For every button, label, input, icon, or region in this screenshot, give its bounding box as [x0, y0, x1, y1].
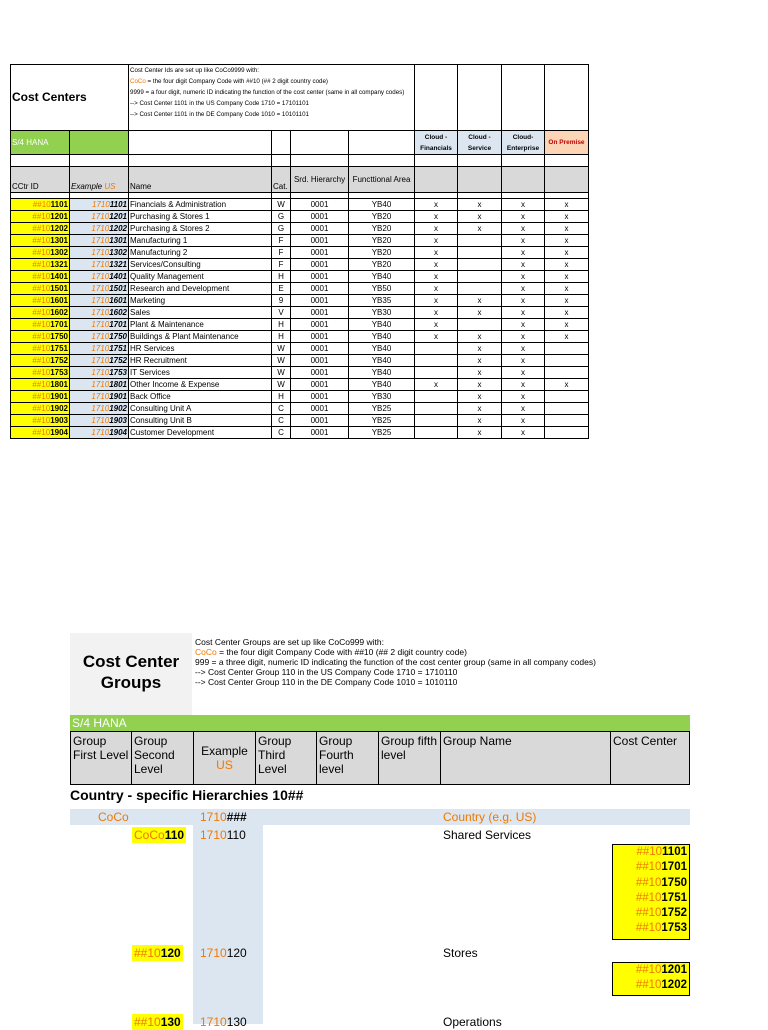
mark-cloud-service	[458, 319, 502, 331]
cost-center-name: Purchasing & Stores 1	[129, 211, 272, 223]
header-group-fifth-level: Group fifth level	[378, 731, 441, 785]
cost-center-name: HR Recruitment	[129, 355, 272, 367]
country-label: Country (e.g. US)	[443, 810, 537, 824]
category: C	[272, 403, 291, 415]
mark-cloud-financials	[415, 403, 458, 415]
example-id: 17101401	[70, 271, 129, 283]
mark-cloud-financials: x	[415, 235, 458, 247]
table-row	[11, 211, 589, 223]
mark-cloud-financials: x	[415, 271, 458, 283]
example-id: 17101904	[70, 427, 129, 439]
mark-cloud-financials: x	[415, 223, 458, 235]
cost-center-name: HR Services	[129, 343, 272, 355]
mark-cloud-enterprise: x	[502, 403, 545, 415]
cctr-id: ##101601	[11, 295, 70, 307]
mark-on-premise: x	[545, 259, 589, 271]
mark-cloud-service: x	[458, 295, 502, 307]
hierarchy: 0001	[291, 199, 349, 211]
cctr-id: ##101752	[11, 355, 70, 367]
group-110-name: Shared Services	[443, 828, 532, 842]
mark-cloud-enterprise: x	[502, 331, 545, 343]
hierarchy: 0001	[291, 331, 349, 343]
mark-cloud-financials: x	[415, 295, 458, 307]
mark-cloud-service	[458, 271, 502, 283]
mark-cloud-enterprise: x	[502, 427, 545, 439]
mark-on-premise	[545, 355, 589, 367]
mark-cloud-financials: x	[415, 283, 458, 295]
header-srd-hierarchy: Srd. Hierarchy	[291, 167, 349, 193]
hierarchy: 0001	[291, 379, 349, 391]
cost-center-entry: ##101202	[635, 979, 687, 992]
table-row	[11, 223, 589, 235]
mark-cloud-enterprise: x	[502, 355, 545, 367]
mark-cloud-financials	[415, 391, 458, 403]
cctr-id: ##101202	[11, 223, 70, 235]
header-cat: Cat.	[272, 167, 291, 193]
category: V	[272, 307, 291, 319]
table-row	[11, 283, 589, 295]
category: F	[272, 235, 291, 247]
cctr-id: ##101602	[11, 307, 70, 319]
table-row	[11, 259, 589, 271]
mark-cloud-enterprise: x	[502, 367, 545, 379]
cost-center-name: Marketing	[129, 295, 272, 307]
functional-area: YB20	[349, 259, 415, 271]
mark-on-premise: x	[545, 271, 589, 283]
category: H	[272, 391, 291, 403]
mark-on-premise: x	[545, 199, 589, 211]
cctr-id: ##101401	[11, 271, 70, 283]
mark-on-premise: x	[545, 307, 589, 319]
category: C	[272, 427, 291, 439]
mark-cloud-service: x	[458, 331, 502, 343]
cctr-id: ##101903	[11, 415, 70, 427]
cctr-id: ##101801	[11, 379, 70, 391]
cost-center-name: Consulting Unit B	[129, 415, 272, 427]
example-id: 17101753	[70, 367, 129, 379]
group-120-name: Stores	[443, 946, 478, 960]
functional-area: YB20	[349, 235, 415, 247]
mark-cloud-financials: x	[415, 199, 458, 211]
group-120-example: 1710120	[200, 946, 247, 960]
functional-area: YB25	[349, 403, 415, 415]
mark-cloud-financials	[415, 355, 458, 367]
mark-on-premise	[545, 391, 589, 403]
mark-cloud-enterprise: x	[502, 271, 545, 283]
header-group-third-level: Group Third Level	[255, 731, 317, 785]
mark-cloud-enterprise: x	[502, 415, 545, 427]
functional-area: YB25	[349, 415, 415, 427]
functional-area: YB20	[349, 223, 415, 235]
header-functional-area: Functtional Area	[349, 167, 415, 193]
hierarchy: 0001	[291, 235, 349, 247]
category: H	[272, 271, 291, 283]
group-120-id: ##10120	[134, 946, 181, 960]
hierarchy: 0001	[291, 403, 349, 415]
table-row	[11, 295, 589, 307]
hierarchy: 0001	[291, 427, 349, 439]
category: W	[272, 199, 291, 211]
mark-cloud-financials: x	[415, 331, 458, 343]
functional-area: YB25	[349, 427, 415, 439]
table-row	[11, 271, 589, 283]
cost-center-entry: ##101753	[635, 922, 687, 935]
deploy-cloud-service: Cloud -Service	[458, 131, 502, 155]
functional-area: YB50	[349, 283, 415, 295]
table-row	[11, 355, 589, 367]
example-id: 17101101	[70, 199, 129, 211]
mark-on-premise	[545, 415, 589, 427]
mark-cloud-service: x	[458, 379, 502, 391]
hierarchy: 0001	[291, 211, 349, 223]
coco-example: 1710###	[200, 810, 247, 824]
cctr-id: ##101321	[11, 259, 70, 271]
hierarchy: 0001	[291, 223, 349, 235]
table-row	[11, 427, 589, 439]
cctr-id: ##101901	[11, 391, 70, 403]
category: G	[272, 211, 291, 223]
hierarchy: 0001	[291, 259, 349, 271]
example-id: 17101302	[70, 247, 129, 259]
s4hana-label: S/4 HANA	[11, 131, 70, 155]
functional-area: YB40	[349, 379, 415, 391]
mark-cloud-enterprise: x	[502, 199, 545, 211]
category: G	[272, 223, 291, 235]
example-id: 17101202	[70, 223, 129, 235]
header-group-name: Group Name	[440, 731, 611, 785]
mark-on-premise: x	[545, 247, 589, 259]
mark-on-premise	[545, 367, 589, 379]
hierarchy: 0001	[291, 283, 349, 295]
groups-description: Cost Center Groups are set up like CoCo999 with: CoCo = the four digit Company Code with ##10 (## 2 digit country code) 999 = a three digit, numeric ID indicating the function of the cost center group (same in all company codes) --> Cost Center Group 110 in the US Company Code 1710 = 1710110 --> Cost Center Group 110 in the DE Company Code 1010 = 1010110	[195, 637, 596, 687]
mark-on-premise: x	[545, 295, 589, 307]
cost-center-name: Manufacturing 2	[129, 247, 272, 259]
cctr-id: ##101751	[11, 343, 70, 355]
hierarchy: 0001	[291, 271, 349, 283]
hierarchy: 0001	[291, 355, 349, 367]
header-name: Name	[129, 167, 272, 193]
category: W	[272, 343, 291, 355]
cost-center-name: Back Office	[129, 391, 272, 403]
category: 9	[272, 295, 291, 307]
coco-label: CoCo	[98, 810, 129, 824]
functional-area: YB40	[349, 355, 415, 367]
cctr-id: ##101301	[11, 235, 70, 247]
deploy-cloud-enterprise: Cloud-Enterprise	[502, 131, 545, 155]
table-row	[11, 343, 589, 355]
header-example: Example US	[193, 731, 256, 785]
cost-center-name: Purchasing & Stores 2	[129, 223, 272, 235]
mark-cloud-financials: x	[415, 307, 458, 319]
mark-cloud-financials	[415, 343, 458, 355]
mark-on-premise: x	[545, 235, 589, 247]
cctr-id: ##101902	[11, 403, 70, 415]
mark-cloud-service: x	[458, 223, 502, 235]
cost-centers-description: Cost Center Ids are set up like CoCo9999 with: CoCo = the four digit Company Code with ##10 (## 2 digit country code) 9999 = a four digit, numeric ID indicating the function of the cost center (same in all company codes) --> Cost Center 1101 in the US Company Code 1710 = 17101101 --> Cost Center 1101 in the DE Company Code 1010 = 10101101	[129, 65, 415, 131]
mark-cloud-service	[458, 235, 502, 247]
hierarchy: 0001	[291, 247, 349, 259]
hierarchy: 0001	[291, 415, 349, 427]
cctr-id: ##101201	[11, 211, 70, 223]
cost-center-entry: ##101752	[635, 907, 687, 920]
mark-cloud-service: x	[458, 343, 502, 355]
mark-cloud-service: x	[458, 391, 502, 403]
category: F	[272, 259, 291, 271]
table-row	[11, 391, 589, 403]
table-row	[11, 247, 589, 259]
category: W	[272, 379, 291, 391]
mark-cloud-service	[458, 247, 502, 259]
mark-on-premise: x	[545, 331, 589, 343]
table-row	[11, 331, 589, 343]
cctr-id: ##101750	[11, 331, 70, 343]
group-130-name: Operations	[443, 1015, 502, 1029]
functional-area: YB40	[349, 367, 415, 379]
cctr-id: ##101701	[11, 319, 70, 331]
example-id: 17101701	[70, 319, 129, 331]
coco-row	[70, 809, 690, 825]
mark-cloud-financials: x	[415, 319, 458, 331]
functional-area: YB40	[349, 199, 415, 211]
category: W	[272, 367, 291, 379]
mark-on-premise	[545, 427, 589, 439]
mark-cloud-enterprise: x	[502, 283, 545, 295]
cost-center-name: Research and Development	[129, 283, 272, 295]
cost-center-entry: ##101751	[635, 891, 687, 904]
example-id: 17101752	[70, 355, 129, 367]
mark-cloud-enterprise: x	[502, 307, 545, 319]
functional-area: YB40	[349, 319, 415, 331]
mark-cloud-financials: x	[415, 259, 458, 271]
category: H	[272, 331, 291, 343]
functional-area: YB30	[349, 391, 415, 403]
mark-cloud-enterprise: x	[502, 259, 545, 271]
cost-center-name: Other Income & Expense	[129, 379, 272, 391]
example-id: 17101301	[70, 235, 129, 247]
mark-cloud-enterprise: x	[502, 391, 545, 403]
header-example: Example US	[70, 167, 129, 193]
example-id: 17101751	[70, 343, 129, 355]
category: F	[272, 247, 291, 259]
group-110-example: 1710110	[200, 828, 246, 842]
mark-cloud-enterprise: x	[502, 379, 545, 391]
table-row	[11, 199, 589, 211]
mark-on-premise: x	[545, 223, 589, 235]
table-row	[11, 367, 589, 379]
cctr-id: ##101753	[11, 367, 70, 379]
mark-cloud-service	[458, 259, 502, 271]
example-id: 17101501	[70, 283, 129, 295]
group-130-id: ##10130	[134, 1015, 181, 1029]
cost-center-name: Consulting Unit A	[129, 403, 272, 415]
hierarchy: 0001	[291, 391, 349, 403]
mark-cloud-service: x	[458, 307, 502, 319]
category: E	[272, 283, 291, 295]
group-110-cost-centers	[612, 844, 690, 940]
cost-center-entry: ##101101	[636, 846, 687, 858]
example-id: 17101750	[70, 331, 129, 343]
cost-centers-title: Cost Centers	[11, 65, 129, 131]
cost-center-name: Financials & Administration	[129, 199, 272, 211]
mark-cloud-service: x	[458, 427, 502, 439]
hierarchy: 0001	[291, 307, 349, 319]
hierarchy: 0001	[291, 319, 349, 331]
functional-area: YB40	[349, 271, 415, 283]
mark-cloud-service: x	[458, 211, 502, 223]
cctr-id: ##101101	[11, 199, 70, 211]
mark-on-premise	[545, 403, 589, 415]
cost-center-entry: ##101201	[635, 964, 687, 976]
functional-area: YB40	[349, 331, 415, 343]
cost-center-entry: ##101750	[635, 876, 687, 889]
functional-area: YB20	[349, 211, 415, 223]
mark-cloud-financials: x	[415, 379, 458, 391]
cost-center-name: Customer Development	[129, 427, 272, 439]
mark-on-premise: x	[545, 283, 589, 295]
cost-center-name: Quality Management	[129, 271, 272, 283]
example-id: 17101801	[70, 379, 129, 391]
hierarchy: 0001	[291, 367, 349, 379]
mark-cloud-financials	[415, 427, 458, 439]
cost-center-name: Plant & Maintenance	[129, 319, 272, 331]
cost-center-name: IT Services	[129, 367, 272, 379]
mark-cloud-financials	[415, 367, 458, 379]
cctr-id: ##101501	[11, 283, 70, 295]
cost-center-name: Services/Consulting	[129, 259, 272, 271]
example-id: 17101901	[70, 391, 129, 403]
header-cost-center: Cost Center	[610, 731, 690, 785]
mark-cloud-service: x	[458, 367, 502, 379]
country-hierarchies-heading: Country - specific Hierarchies 10##	[70, 787, 304, 803]
table-row	[11, 415, 589, 427]
mark-cloud-service: x	[458, 403, 502, 415]
mark-cloud-service: x	[458, 355, 502, 367]
example-id: 17101903	[70, 415, 129, 427]
functional-area: YB30	[349, 307, 415, 319]
groups-title: Cost Center Groups	[70, 633, 192, 715]
header-group-second-level: Group Second Level	[131, 731, 194, 785]
example-id: 17101201	[70, 211, 129, 223]
table-row	[11, 235, 589, 247]
table-row	[11, 319, 589, 331]
mark-cloud-enterprise: x	[502, 295, 545, 307]
mark-cloud-service: x	[458, 415, 502, 427]
example-id: 17101602	[70, 307, 129, 319]
header-group-fourth-level: Group Fourth level	[316, 731, 379, 785]
category: W	[272, 355, 291, 367]
mark-cloud-financials: x	[415, 211, 458, 223]
deploy-cloud-financials: Cloud -Financials	[415, 131, 458, 155]
table-row	[11, 307, 589, 319]
cost-center-entry: ##101701	[635, 861, 687, 874]
cost-center-name: Manufacturing 1	[129, 235, 272, 247]
cctr-id: ##101302	[11, 247, 70, 259]
mark-on-premise	[545, 343, 589, 355]
table-row	[11, 403, 589, 415]
groups-s4hana-label: S/4 HANA	[70, 715, 690, 731]
cost-centers-table	[10, 64, 589, 439]
mark-cloud-financials	[415, 415, 458, 427]
group-120-cost-centers	[612, 962, 690, 996]
mark-cloud-enterprise: x	[502, 235, 545, 247]
mark-on-premise: x	[545, 211, 589, 223]
cost-center-name: Sales	[129, 307, 272, 319]
example-id: 17101902	[70, 403, 129, 415]
functional-area: YB20	[349, 247, 415, 259]
mark-cloud-enterprise: x	[502, 223, 545, 235]
hierarchy: 0001	[291, 343, 349, 355]
cost-center-name: Buildings & Plant Maintenance	[129, 331, 272, 343]
functional-area: YB40	[349, 343, 415, 355]
mark-on-premise: x	[545, 319, 589, 331]
deploy-on-premise: On Premise	[545, 131, 589, 155]
mark-cloud-financials: x	[415, 247, 458, 259]
table-row	[11, 379, 589, 391]
mark-cloud-service: x	[458, 199, 502, 211]
category: H	[272, 319, 291, 331]
mark-cloud-enterprise: x	[502, 319, 545, 331]
example-id: 17101601	[70, 295, 129, 307]
functional-area: YB35	[349, 295, 415, 307]
header-cctr-id: CCtr ID	[11, 167, 70, 193]
group-110-id: CoCo110	[134, 828, 185, 842]
mark-on-premise: x	[545, 379, 589, 391]
mark-cloud-enterprise: x	[502, 247, 545, 259]
example-id: 17101321	[70, 259, 129, 271]
hierarchy: 0001	[291, 295, 349, 307]
mark-cloud-service	[458, 283, 502, 295]
mark-cloud-enterprise: x	[502, 343, 545, 355]
group-130-example: 1710130	[200, 1015, 247, 1029]
mark-cloud-enterprise: x	[502, 211, 545, 223]
cctr-id: ##101904	[11, 427, 70, 439]
header-group-first-level: Group First Level	[70, 731, 132, 785]
category: C	[272, 415, 291, 427]
